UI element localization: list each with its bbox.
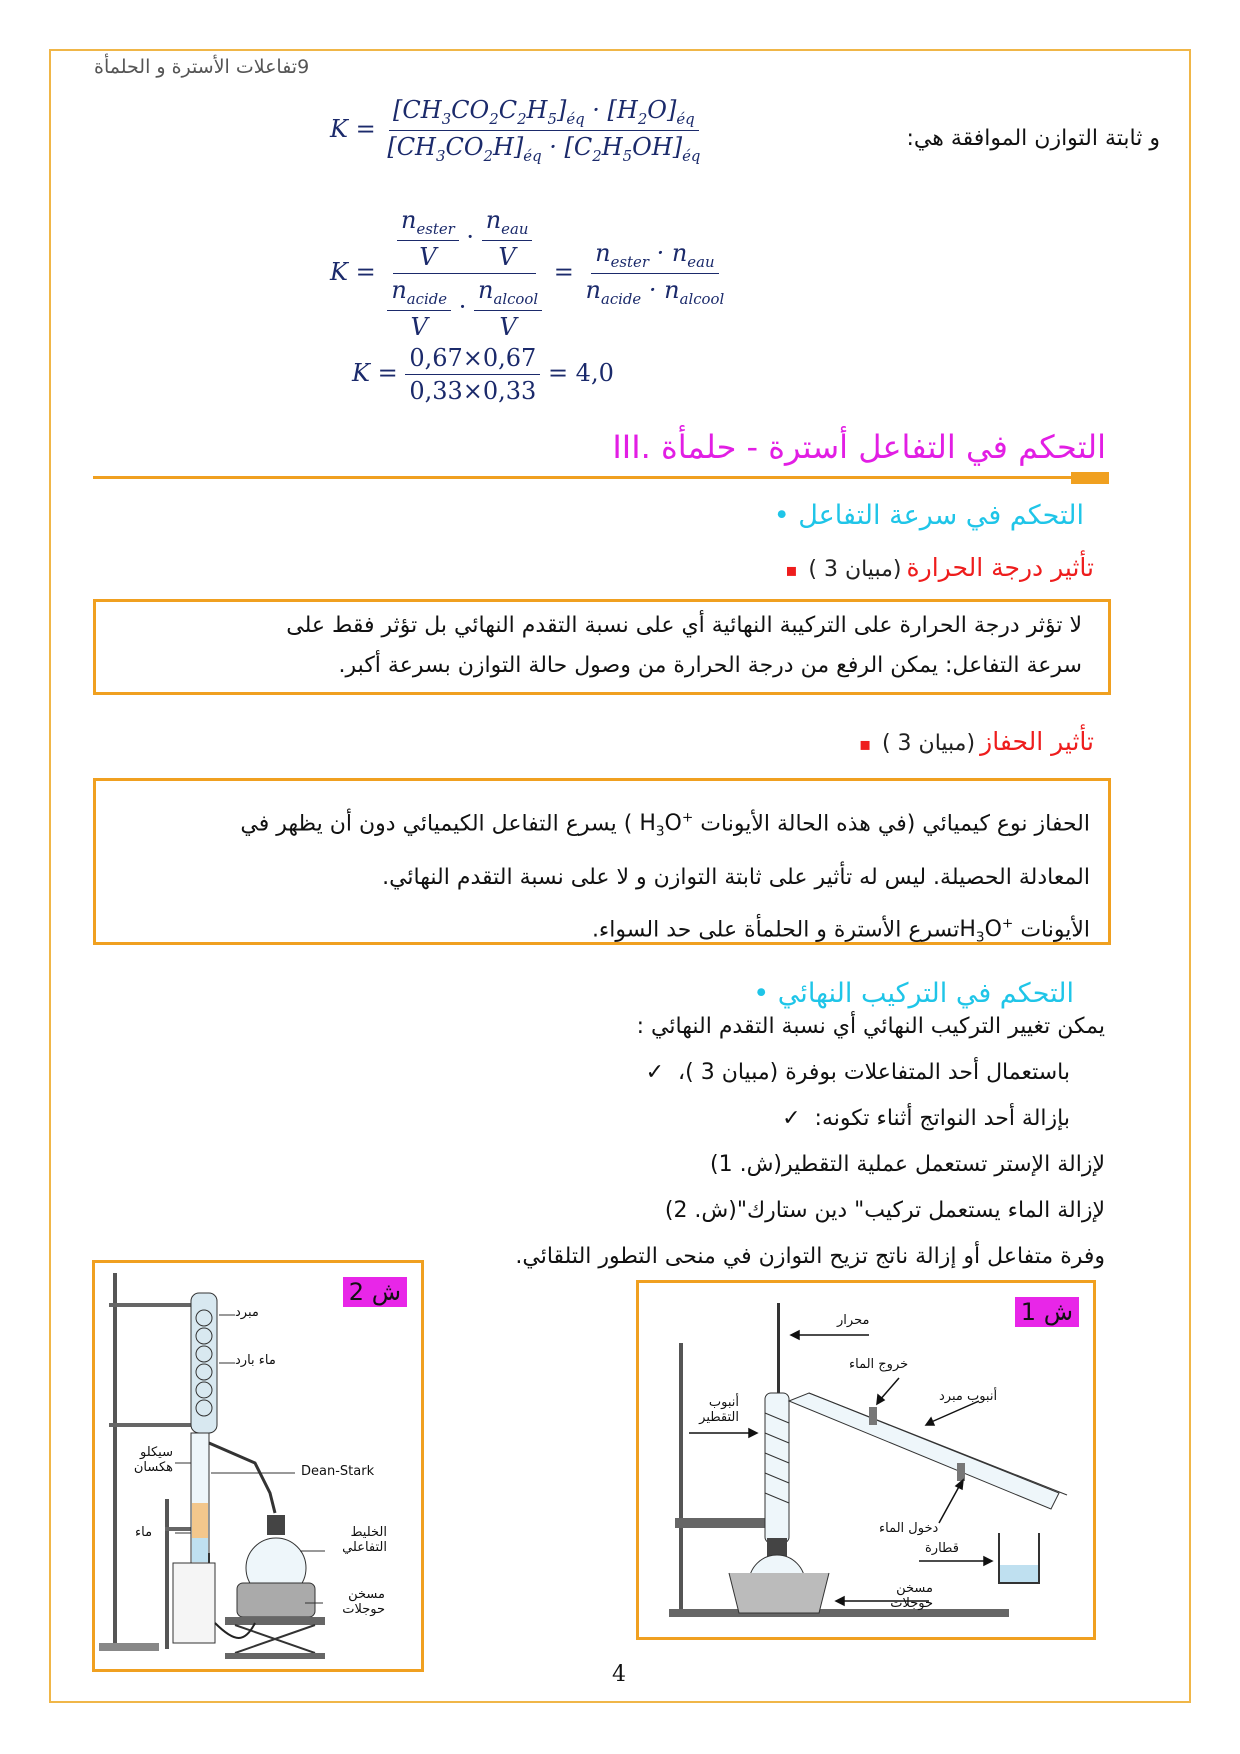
section-divider [93,476,1108,479]
heading-catalyst: تأثير الحفاز (مبيان 3 ) ▪ [858,727,1094,756]
label-water-in: دخول الماء [879,1521,939,1536]
catalyst-line-1: الحفاز نوع كيميائي (في هذه الحالة الأيونات $H_3O^+$ ) يسرع التفاعل الكيميائي دون أن يظهر في [240,810,1090,840]
heading-composition: التحكم في التركيب النهائي • [753,978,1074,1009]
lab-jack [235,1625,315,1653]
fraction-numeric: $\frac{0,67\times 0,67}{0,33\times 0,33}$ [405,344,540,405]
heater [237,1583,315,1617]
fraction-moles: $\frac{n_{ester} \cdot n_{eau}}{n_{acide} \cdot n_{alcool}}$ [585,239,725,308]
composition-item-2: بإزالة أحد النواتج أثناء تكونه: ✓ [782,1106,1070,1131]
line-remove-water: لإزالة الماء يستعمل تركيب" دين ستارك"(ش. 2) [664,1198,1105,1223]
heater [729,1573,829,1613]
ion-formula: $H_3O^+$ [639,810,694,840]
heading-temperature: تأثير درجة الحرارة (مبيان 3 ) ▪ [785,553,1094,582]
lab-jack-top [225,1617,325,1625]
fraction-moles-volume: $\frac{n_{ester}}{V}$ · $\frac{n_{eau}}{V}$ $\frac{n_{acide}}{V}$ · $\frac{n_{alcool}}{V}$ [383,206,546,341]
stand-base [99,1643,159,1651]
label-cyclohexane: سيكلو هكسان [133,1445,173,1475]
label-heater: مسخن حوجلات [342,1587,385,1617]
page-number: 4 [612,1662,626,1687]
figure-1-tag: ش 1 [1015,1297,1079,1327]
distillation-column [765,1393,789,1543]
label-distill-tube: أنبوب التقطير [699,1395,739,1425]
figure-dean-stark [92,1260,424,1672]
temperature-box [93,599,1111,695]
temperature-line-2: سرعة التفاعل: يمكن الرفع من درجة الحرارة من وصول حالة التوازن بسرعة أكبر. [338,653,1082,678]
catalyst-line-3: الأيونات $H_3O^+تسرع$ الأسترة و الحلمأة على حد السواء. [591,915,1090,946]
label-heater: مسخن حوجلات [890,1581,933,1611]
composition-intro: يمكن تغيير التركيب النهائي أي نسبة التقدم النهائي : [636,1014,1105,1039]
equilibrium-intro: و ثابتة التوازن الموافقة هي: [906,126,1160,151]
side-arm [209,1443,275,1513]
label-condenser-tube: أنبوب مبرد [939,1389,998,1404]
label-thermometer: محرار [837,1313,870,1328]
k-result: = 4,0 [547,359,614,387]
conclusion: وفرة متفاعل أو إزالة ناتج تزيح التوازن في منحى التطور التلقائي. [515,1244,1105,1269]
water-in-nozzle [957,1463,965,1481]
label-cold-water: ماء بارد [235,1353,276,1368]
label-dean-stark: Dean-Stark [301,1464,375,1479]
equation-k-moles: K = $\frac{n_{ester}}{V}$ · $\frac{n_{eau}}{V}$ $\frac{n_{acide}}{V}$ · $\frac{n_{alcool}}{V}$ = $\frac{n_{ester} \cdot n_{eau}}{n_{acide} \cdot n_{alcool}}$ [330,206,728,341]
heading-rate-control: التحكم في سرعة التفاعل • [773,500,1084,531]
beaker [173,1563,215,1643]
page-header: 9تفاعلات الأسترة و الحلمأة [94,56,310,78]
figure-2-tag: ش 2 [343,1277,407,1307]
k-symbol: K [330,114,348,143]
section-title: التحكم في التفاعل أسترة - حلمأة III. [612,428,1106,466]
water-out-nozzle [869,1407,877,1425]
distillation-diagram [639,1283,1093,1637]
stand-rod [679,1343,683,1613]
label-water-out: خروج الماء [849,1357,909,1372]
composition-item-1: باستعمال أحد المتفاعلات بوفرة (مبيان 3 )، ✓ [645,1060,1070,1085]
section-divider-tab [1071,472,1109,484]
stand-rod-2 [165,1499,169,1649]
trap-water [192,1538,208,1562]
equation-k-concentrations: K = $\frac{[CH_3CO_2C_2H_5]_{éq} \cdot [H_2O]_{éq}}{[CH_3CO_2H]_{éq} \cdot [C_2H_5OH]_{éq}}$ [330,96,704,165]
equation-k-numeric: K = $\frac{0,67\times 0,67}{0,33\times 0,33}$ = 4,0 [352,344,614,405]
line-remove-ester: لإزالة الإستر تستعمل عملية التقطير(ش. 1) [710,1152,1105,1177]
fraction-concentrations: $\frac{[CH_3CO_2C_2H_5]_{éq} \cdot [H_2O]_{éq}}{[CH_3CO_2H]_{éq} \cdot [C_2H_5OH]_{éq}}$ [387,96,701,165]
label-mixture: الخليط التفاعلي [342,1525,387,1555]
catalyst-box [93,778,1111,945]
stand-base [669,1609,1009,1617]
label-drip: قطارة [925,1541,959,1556]
label-condenser: مبرد [235,1305,259,1320]
joint [267,1515,285,1535]
condenser-tube [789,1393,1059,1509]
temperature-line-1: لا تؤثر درجة الحرارة على التركيبة النهائية أي على نسبة التقدم النهائي بل تؤثر فقط على [286,613,1082,638]
stand-clamp [675,1518,775,1528]
label-water: ماء [135,1525,153,1540]
figure-distillation [636,1280,1096,1640]
catalyst-line-2: المعادلة الحصيلة. ليس له تأثير على ثابتة التوازن و لا على نسبة التقدم النهائي. [382,864,1090,890]
condenser-body [191,1293,217,1433]
